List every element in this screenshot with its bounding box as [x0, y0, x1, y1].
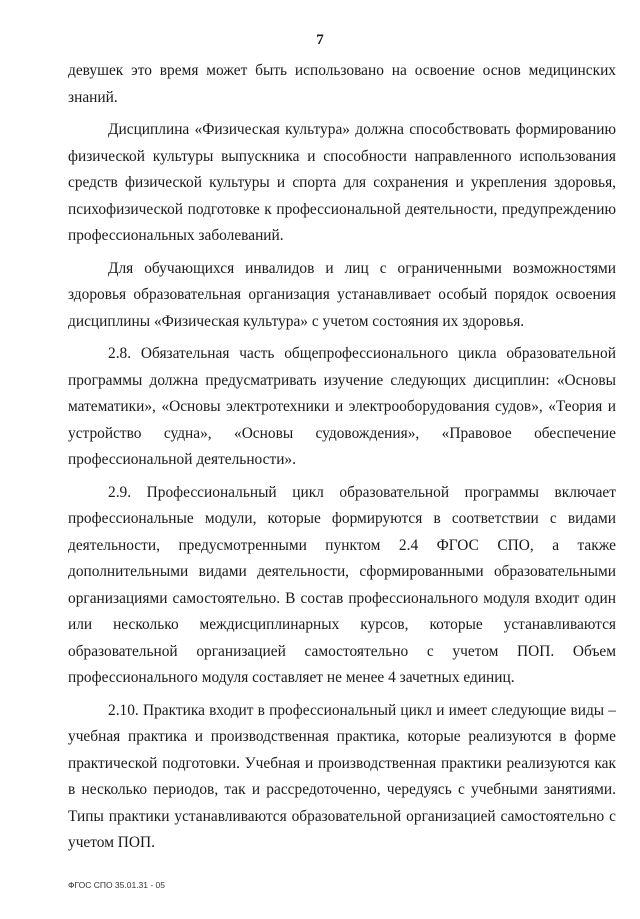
paragraph-section-2-10: 2.10. Практика входит в профессиональный цикл и имеет следующие виды – учебная практика и производственная практика, которые реализуются в форме практической подготовки. Учебная и производственная практики реализуются как в несколько периодов, так и рассредоточенно, чередуясь с учебными занятиями. Типы практики устанавливаются образовательной организацией самостоятельно с учетом ПОП.: [68, 701, 616, 851]
paragraph-physical-culture: Дисциплина «Физическая культура» должна способствовать формированию физической культуры выпускника и способности направленного использования средств физической культуры и спорта для сохранения и укрепления здоровья, психофизической подготовке к профессиональной деятельности, предупреждению профессиональных заболеваний.: [68, 121, 616, 244]
page-number: 7: [316, 32, 324, 48]
paragraph-section-2-9: 2.9. Профессиональный цикл образовательной программы включает профессиональные модули, которые формируются в соответствии с видами деятельности, предусмотренными пунктом 2.4 ФГОС СПО, а также дополнительными видами деятельности, сформированными образовательными организациями самостоятельно. В состав профессионального модуля входит один или несколько междисциплинарных курсов, которые устанавливаются образовательной организацией самостоятельно с учетом ПОП. Объем профессионального модуля составляет не менее 4 зачетных единиц.: [68, 483, 616, 686]
paragraph-continuation: девушек это время может быть использовано на освоение основ медицинских знаний.: [68, 62, 616, 106]
document-footer: ФГОС СПО 35.01.31 - 05: [68, 880, 166, 890]
paragraph-disabled-students: Для обучающихся инвалидов и лиц с ограниченными возможностями здоровья образовательная организация устанавливает особый порядок освоения дисциплины «Физическая культура» с учетом состояния их здоровья.: [68, 259, 616, 330]
document-body: [68, 58, 616, 857]
paragraph-section-2-8: 2.8. Обязательная часть общепрофессионального цикла образовательной программы должна предусматривать изучение следующих дисциплин: «Основы математики», «Основы электротехники и электрооборудования судов», «Теория и устройство судна», «Основы судовождения», «Правовое обеспечение профессиональной деятельности».: [68, 345, 616, 468]
